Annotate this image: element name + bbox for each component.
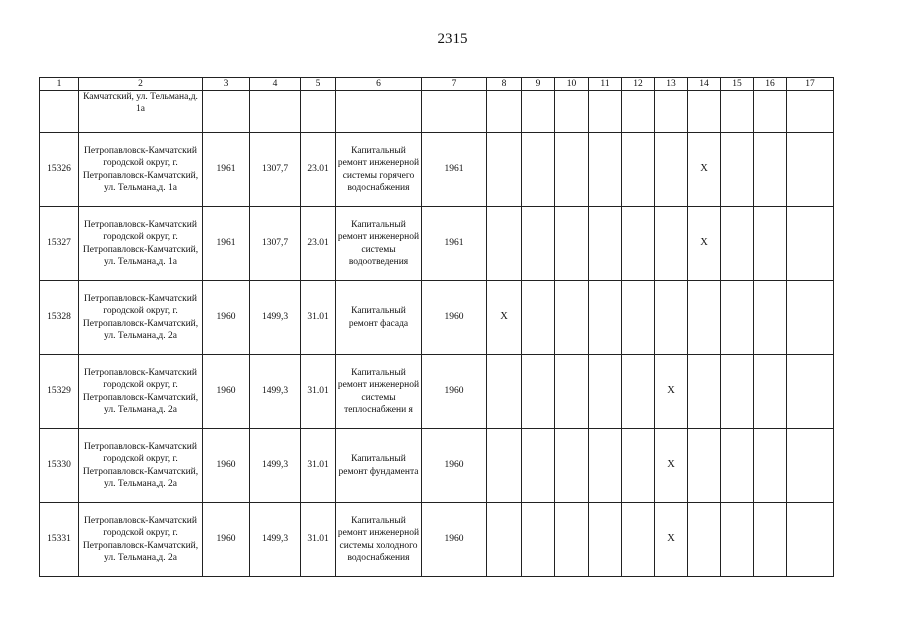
- column-number-header: 5: [301, 78, 336, 91]
- cell-empty: [589, 429, 622, 503]
- cell-empty: [589, 91, 622, 133]
- cell-year-built: 1960: [203, 281, 250, 355]
- cell-empty: [589, 133, 622, 207]
- cell-year: 1960: [422, 355, 487, 429]
- column-number-header: 11: [589, 78, 622, 91]
- cell-code: 31.01: [301, 503, 336, 577]
- cell-empty: [688, 429, 721, 503]
- cell-empty: [655, 281, 688, 355]
- cell-year-built: 1960: [203, 429, 250, 503]
- cell-area: 1499,3: [250, 429, 301, 503]
- cell-mark: X: [487, 281, 522, 355]
- cell-empty: [555, 91, 589, 133]
- column-number-header: 3: [203, 78, 250, 91]
- cell-empty: [301, 91, 336, 133]
- cell-empty: [721, 207, 754, 281]
- cell-empty: [487, 429, 522, 503]
- cell-year: 1960: [422, 429, 487, 503]
- cell-address: Петропавловск-Камчатский городской округ, г. Петропавловск-Камчатский, ул. Тельмана,д. 1а: [79, 133, 203, 207]
- cell-mark: X: [688, 133, 721, 207]
- cell-empty: [487, 355, 522, 429]
- cell-empty: [688, 281, 721, 355]
- cell-year: 1960: [422, 503, 487, 577]
- cell-empty: [522, 207, 555, 281]
- column-number-header: 15: [721, 78, 754, 91]
- column-number-header: 17: [787, 78, 834, 91]
- cell-empty: [589, 503, 622, 577]
- cell-area: 1499,3: [250, 503, 301, 577]
- cell-code: 23.01: [301, 207, 336, 281]
- table-body: [40, 78, 834, 577]
- cell-empty: [522, 503, 555, 577]
- cell-work-type: Капитальный ремонт инженерной системы горячего водоснабжения: [336, 133, 422, 207]
- cell-work-type: Капитальный ремонт фасада: [336, 281, 422, 355]
- cell-year-built: 1961: [203, 133, 250, 207]
- cell-empty: [622, 281, 655, 355]
- cell-empty: [203, 91, 250, 133]
- cell-empty: [250, 91, 301, 133]
- cell-empty: [589, 281, 622, 355]
- cell-empty: [754, 429, 787, 503]
- cell-empty: [422, 91, 487, 133]
- cell-empty: [522, 281, 555, 355]
- cell-empty: [721, 281, 754, 355]
- cell-empty: [787, 281, 834, 355]
- cell-work-type: Капитальный ремонт инженерной системы водоотведения: [336, 207, 422, 281]
- column-number-header: 14: [688, 78, 721, 91]
- cell-empty: [787, 503, 834, 577]
- table-row: [40, 281, 834, 355]
- column-number-header: 4: [250, 78, 301, 91]
- cell-empty: [754, 355, 787, 429]
- cell-empty: [555, 207, 589, 281]
- column-number-header: 12: [622, 78, 655, 91]
- cell-address: Петропавловск-Камчатский городской округ, г. Петропавловск-Камчатский, ул. Тельмана,д. 2а: [79, 355, 203, 429]
- cell-empty: [589, 355, 622, 429]
- cell-empty: [487, 133, 522, 207]
- cell-empty: [754, 207, 787, 281]
- column-number-header: 16: [754, 78, 787, 91]
- cell-empty: [787, 355, 834, 429]
- cell-id: 15328: [40, 281, 79, 355]
- cell-mark: X: [655, 355, 688, 429]
- cell-year: 1960: [422, 281, 487, 355]
- cell-area: 1499,3: [250, 281, 301, 355]
- cell-empty: [754, 281, 787, 355]
- cell-empty: [487, 207, 522, 281]
- table-row: [40, 503, 834, 577]
- cell-code: 31.01: [301, 355, 336, 429]
- cell-empty: [787, 133, 834, 207]
- cell-empty: [555, 133, 589, 207]
- cell-id: 15331: [40, 503, 79, 577]
- cell-empty: [487, 503, 522, 577]
- cell-mark: X: [688, 207, 721, 281]
- cell-area: 1307,7: [250, 133, 301, 207]
- cell-empty: [622, 133, 655, 207]
- cell-area: 1307,7: [250, 207, 301, 281]
- table-row: [40, 207, 834, 281]
- cell-code: 31.01: [301, 281, 336, 355]
- cell-empty: [754, 133, 787, 207]
- cell-empty: [688, 503, 721, 577]
- cell-empty: [589, 207, 622, 281]
- continuation-row: [40, 91, 834, 133]
- cell-empty: [655, 207, 688, 281]
- column-number-header: 1: [40, 78, 79, 91]
- cell-id: 15330: [40, 429, 79, 503]
- cell-empty: [487, 91, 522, 133]
- cell-empty: [622, 207, 655, 281]
- cell-address: Камчатский, ул. Тельмана,д. 1а: [79, 91, 203, 133]
- cell-empty: [622, 91, 655, 133]
- cell-empty: [655, 91, 688, 133]
- cell-mark: X: [655, 429, 688, 503]
- cell-work-type: Капитальный ремонт фундамента: [336, 429, 422, 503]
- cell-empty: [555, 429, 589, 503]
- cell-code: 23.01: [301, 133, 336, 207]
- cell-empty: [721, 429, 754, 503]
- cell-empty: [622, 355, 655, 429]
- cell-empty: [555, 503, 589, 577]
- cell-id: 15329: [40, 355, 79, 429]
- cell-mark: X: [655, 503, 688, 577]
- cell-id: 15327: [40, 207, 79, 281]
- cell-empty: [688, 355, 721, 429]
- cell-empty: [522, 429, 555, 503]
- column-number-row: [40, 78, 834, 91]
- page-number: 2315: [437, 31, 468, 47]
- cell-year: 1961: [422, 207, 487, 281]
- cell-year-built: 1960: [203, 355, 250, 429]
- cell-empty: [336, 91, 422, 133]
- cell-empty: [721, 133, 754, 207]
- cell-empty: [721, 503, 754, 577]
- cell-empty: [622, 503, 655, 577]
- cell-empty: [754, 91, 787, 133]
- cell-id: [40, 91, 79, 133]
- cell-empty: [522, 91, 555, 133]
- cell-code: 31.01: [301, 429, 336, 503]
- cell-address: Петропавловск-Камчатский городской округ, г. Петропавловск-Камчатский, ул. Тельмана,д. 2а: [79, 281, 203, 355]
- cell-empty: [787, 429, 834, 503]
- cell-empty: [555, 355, 589, 429]
- cell-empty: [522, 355, 555, 429]
- column-number-header: 2: [79, 78, 203, 91]
- column-number-header: 8: [487, 78, 522, 91]
- column-number-header: 13: [655, 78, 688, 91]
- cell-empty: [754, 503, 787, 577]
- cell-empty: [721, 355, 754, 429]
- cell-empty: [655, 133, 688, 207]
- cell-empty: [555, 281, 589, 355]
- table-row: [40, 133, 834, 207]
- table-row: [40, 429, 834, 503]
- cell-empty: [787, 207, 834, 281]
- column-number-header: 9: [522, 78, 555, 91]
- repair-schedule-table: [39, 77, 834, 577]
- cell-address: Петропавловск-Камчатский городской округ, г. Петропавловск-Камчатский, ул. Тельмана,д. 2а: [79, 429, 203, 503]
- column-number-header: 6: [336, 78, 422, 91]
- table-row: [40, 355, 834, 429]
- cell-year: 1961: [422, 133, 487, 207]
- cell-year-built: 1961: [203, 207, 250, 281]
- column-number-header: 10: [555, 78, 589, 91]
- cell-year-built: 1960: [203, 503, 250, 577]
- column-number-header: 7: [422, 78, 487, 91]
- cell-work-type: Капитальный ремонт инженерной системы теплоснабжени я: [336, 355, 422, 429]
- cell-empty: [721, 91, 754, 133]
- cell-work-type: Капитальный ремонт инженерной системы холодного водоснабжения: [336, 503, 422, 577]
- cell-address: Петропавловск-Камчатский городской округ, г. Петропавловск-Камчатский, ул. Тельмана,д. 1а: [79, 207, 203, 281]
- cell-address: Петропавловск-Камчатский городской округ, г. Петропавловск-Камчатский, ул. Тельмана,д. 2а: [79, 503, 203, 577]
- cell-id: 15326: [40, 133, 79, 207]
- cell-empty: [787, 91, 834, 133]
- cell-empty: [622, 429, 655, 503]
- cell-empty: [688, 91, 721, 133]
- cell-empty: [522, 133, 555, 207]
- cell-area: 1499,3: [250, 355, 301, 429]
